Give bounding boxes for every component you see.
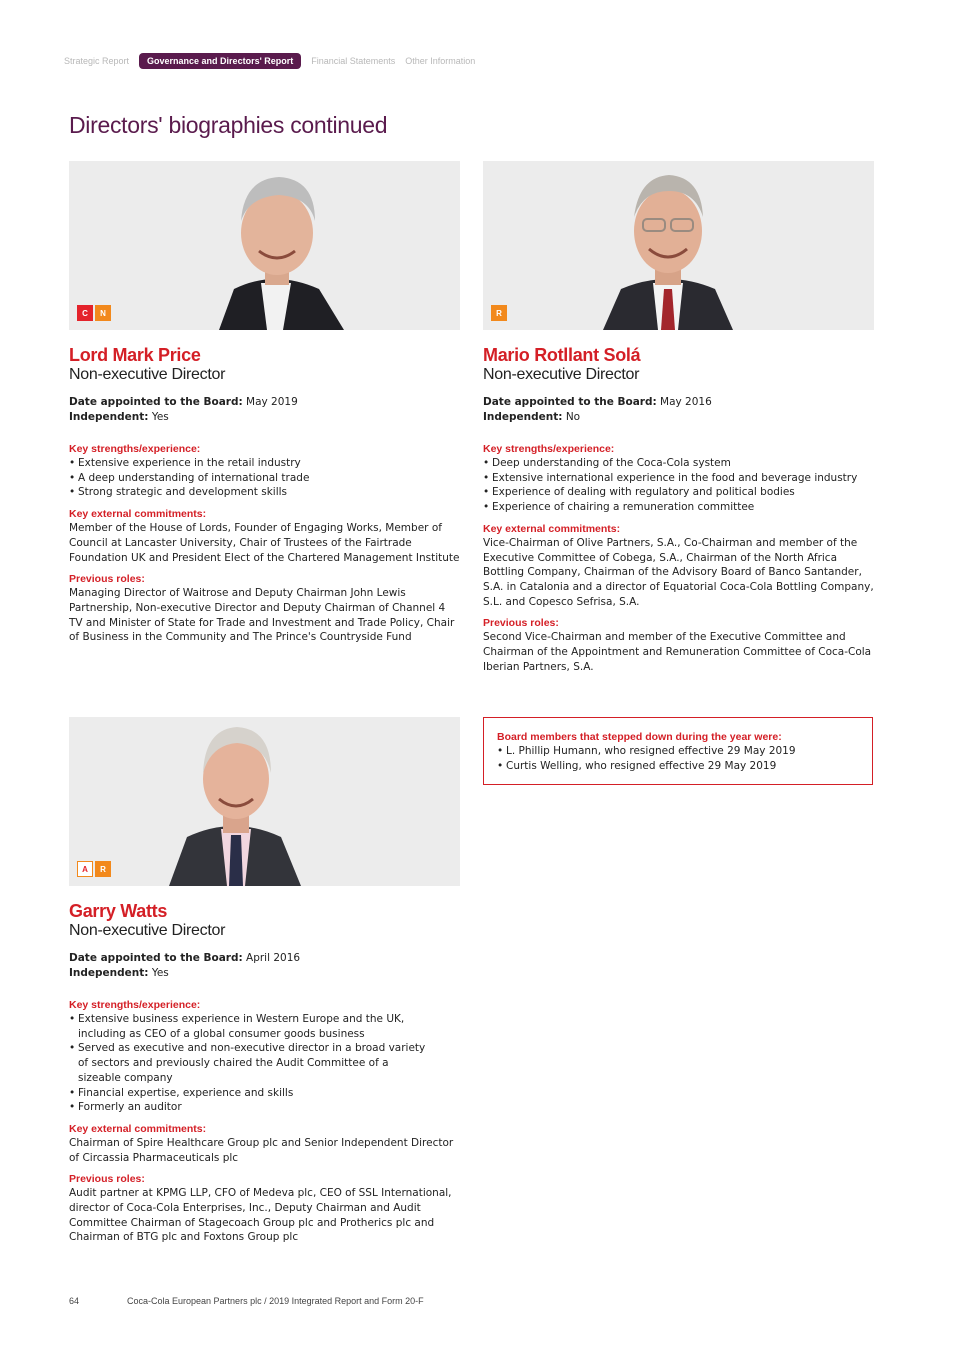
strengths-list bbox=[69, 1012, 429, 1115]
director-bio-watts bbox=[69, 901, 461, 1245]
strengths-heading: Key strengths/experience: bbox=[69, 443, 201, 455]
director-name: Mario Rotllant Solá bbox=[483, 345, 641, 365]
appointment-info bbox=[69, 395, 461, 425]
page-title: Directors' biographies continued bbox=[69, 112, 388, 138]
director-name: Lord Mark Price bbox=[69, 345, 201, 365]
commitments-text: Vice-Chairman of Olive Partners, S.A., Co-Chairman and member of the Executive Committee of Cobega, S.A., Chairman of the North Africa Bottling Company, Chairman of the Advisory Board of Banco Santander, S.A. in Catalonia and a director of Equatorial Coca-Cola Bottling Company, S.L. and Copesco Sefrisa, S.A. bbox=[483, 536, 874, 608]
appointed-label: Date appointed to the Board: bbox=[69, 952, 243, 964]
commitments-heading: Key external commitments: bbox=[69, 1122, 207, 1135]
stepped-down-heading: Board members that stepped down during the year were: bbox=[497, 731, 782, 743]
document-title: Coca-Cola European Partners plc / 2019 Integrated Report and Form 20-F bbox=[127, 1296, 424, 1306]
director-role: Non-executive Director bbox=[483, 366, 640, 383]
previous-heading: Previous roles: bbox=[483, 617, 559, 630]
director-bio-price bbox=[69, 345, 461, 645]
director-photo-watts bbox=[69, 717, 460, 886]
commitments-text: Member of the House of Lords, Founder of Engaging Works, Member of Council at Lancaster University, Chair of Trustees of the Fairtrade Foundation UK and President Elect of the Chartered Management Institute bbox=[69, 522, 460, 564]
list-item: • Experience of chairing a remuneration committee bbox=[483, 500, 875, 515]
stepped-down-list bbox=[497, 744, 859, 773]
list-item: • L. Phillip Humann, who resigned effective 29 May 2019 bbox=[497, 744, 859, 759]
page-footer bbox=[69, 1296, 424, 1306]
committee-badges bbox=[77, 305, 111, 321]
stepped-down-box bbox=[483, 717, 873, 785]
director-photo-rotllant bbox=[483, 161, 874, 330]
list-item: • Financial expertise, experience and skills bbox=[69, 1086, 429, 1101]
director-role: Non-executive Director bbox=[69, 366, 226, 383]
independent-value: Yes bbox=[151, 967, 169, 979]
commitments-heading: Key external commitments: bbox=[69, 508, 207, 521]
list-item: • Served as executive and non-executive director in a broad variety of sectors and previously chaired the Audit Committee of a sizeable company bbox=[69, 1041, 429, 1085]
appointed-label: Date appointed to the Board: bbox=[69, 396, 243, 408]
badge-r: R bbox=[491, 305, 507, 321]
independent-label: Independent: bbox=[69, 967, 149, 979]
nav-strategic-report[interactable]: Strategic Report bbox=[64, 56, 130, 66]
nav-financial-statements[interactable]: Financial Statements bbox=[311, 56, 396, 66]
appointment-info bbox=[69, 951, 461, 981]
strengths-heading: Key strengths/experience: bbox=[483, 443, 615, 455]
list-item: • Strong strategic and development skills bbox=[69, 485, 461, 500]
appointed-value: April 2016 bbox=[246, 952, 301, 964]
strengths-heading: Key strengths/experience: bbox=[69, 999, 201, 1011]
director-bio-rotllant bbox=[483, 345, 875, 674]
director-role: Non-executive Director bbox=[69, 922, 226, 939]
page-number: 64 bbox=[69, 1296, 80, 1306]
previous-text: Audit partner at KPMG LLP, CFO of Medeva plc, CEO of SSL International, director of Coca-Cola Enterprises, Inc., Deputy Chairman and Audit Committee Chairman of Stagecoach Group plc and Protherics plc and Chairman of BTG plc and Foxtons Group plc bbox=[69, 1187, 452, 1244]
appointed-label: Date appointed to the Board: bbox=[483, 396, 657, 408]
badge-a: A bbox=[77, 861, 93, 877]
appointment-info bbox=[483, 395, 875, 425]
list-item: • Deep understanding of the Coca-Cola system bbox=[483, 456, 875, 471]
director-name: Garry Watts bbox=[69, 901, 168, 921]
portrait-illustration bbox=[483, 161, 874, 330]
list-item: • Extensive international experience in the food and beverage industry bbox=[483, 471, 875, 486]
nav-other-information[interactable]: Other Information bbox=[405, 56, 476, 66]
committee-badges bbox=[77, 861, 111, 877]
list-item: • A deep understanding of international trade bbox=[69, 471, 461, 486]
independent-value: No bbox=[565, 411, 581, 423]
list-item: • Curtis Welling, who resigned effective 29 May 2019 bbox=[497, 759, 859, 774]
portrait-illustration bbox=[69, 161, 460, 330]
independent-value: Yes bbox=[151, 411, 169, 423]
appointed-value: May 2019 bbox=[246, 396, 298, 408]
previous-heading: Previous roles: bbox=[69, 573, 145, 586]
strengths-list bbox=[483, 456, 875, 515]
appointed-value: May 2016 bbox=[660, 396, 712, 408]
strengths-list bbox=[69, 456, 461, 500]
portrait-illustration bbox=[69, 717, 460, 886]
commitments-heading: Key external commitments: bbox=[483, 522, 621, 535]
independent-label: Independent: bbox=[483, 411, 563, 423]
committee-badges bbox=[491, 305, 507, 321]
badge-r: R bbox=[95, 861, 111, 877]
list-item: • Formerly an auditor bbox=[69, 1100, 429, 1115]
previous-heading: Previous roles: bbox=[69, 1173, 145, 1186]
nav-governance[interactable]: Governance and Directors' Report bbox=[139, 53, 301, 69]
list-item: • Extensive experience in the retail industry bbox=[69, 456, 461, 471]
list-item: • Experience of dealing with regulatory and political bodies bbox=[483, 485, 875, 500]
commitments-text: Chairman of Spire Healthcare Group plc and Senior Independent Director of Circassia Pharmaceuticals plc bbox=[69, 1136, 454, 1164]
independent-label: Independent: bbox=[69, 411, 149, 423]
previous-text: Second Vice-Chairman and member of the Executive Committee and Chairman of the Appointment and Remuneration Committee of Coca-Cola Iberian Partners, S.A. bbox=[483, 631, 872, 673]
section-nav bbox=[64, 53, 475, 69]
badge-n: N bbox=[95, 305, 111, 321]
previous-text: Managing Director of Waitrose and Deputy Chairman John Lewis Partnership, Non-executive Director and Deputy Chairman of Channel 4 TV and Minister of State for Trade and Investment and Trade Policy, Chair of Business in the Community and The Prince's Countryside Fund bbox=[69, 587, 455, 644]
director-photo-price bbox=[69, 161, 460, 330]
badge-c: C bbox=[77, 305, 93, 321]
list-item: • Extensive business experience in Western Europe and the UK, including as CEO of a global consumer goods business bbox=[69, 1012, 429, 1041]
